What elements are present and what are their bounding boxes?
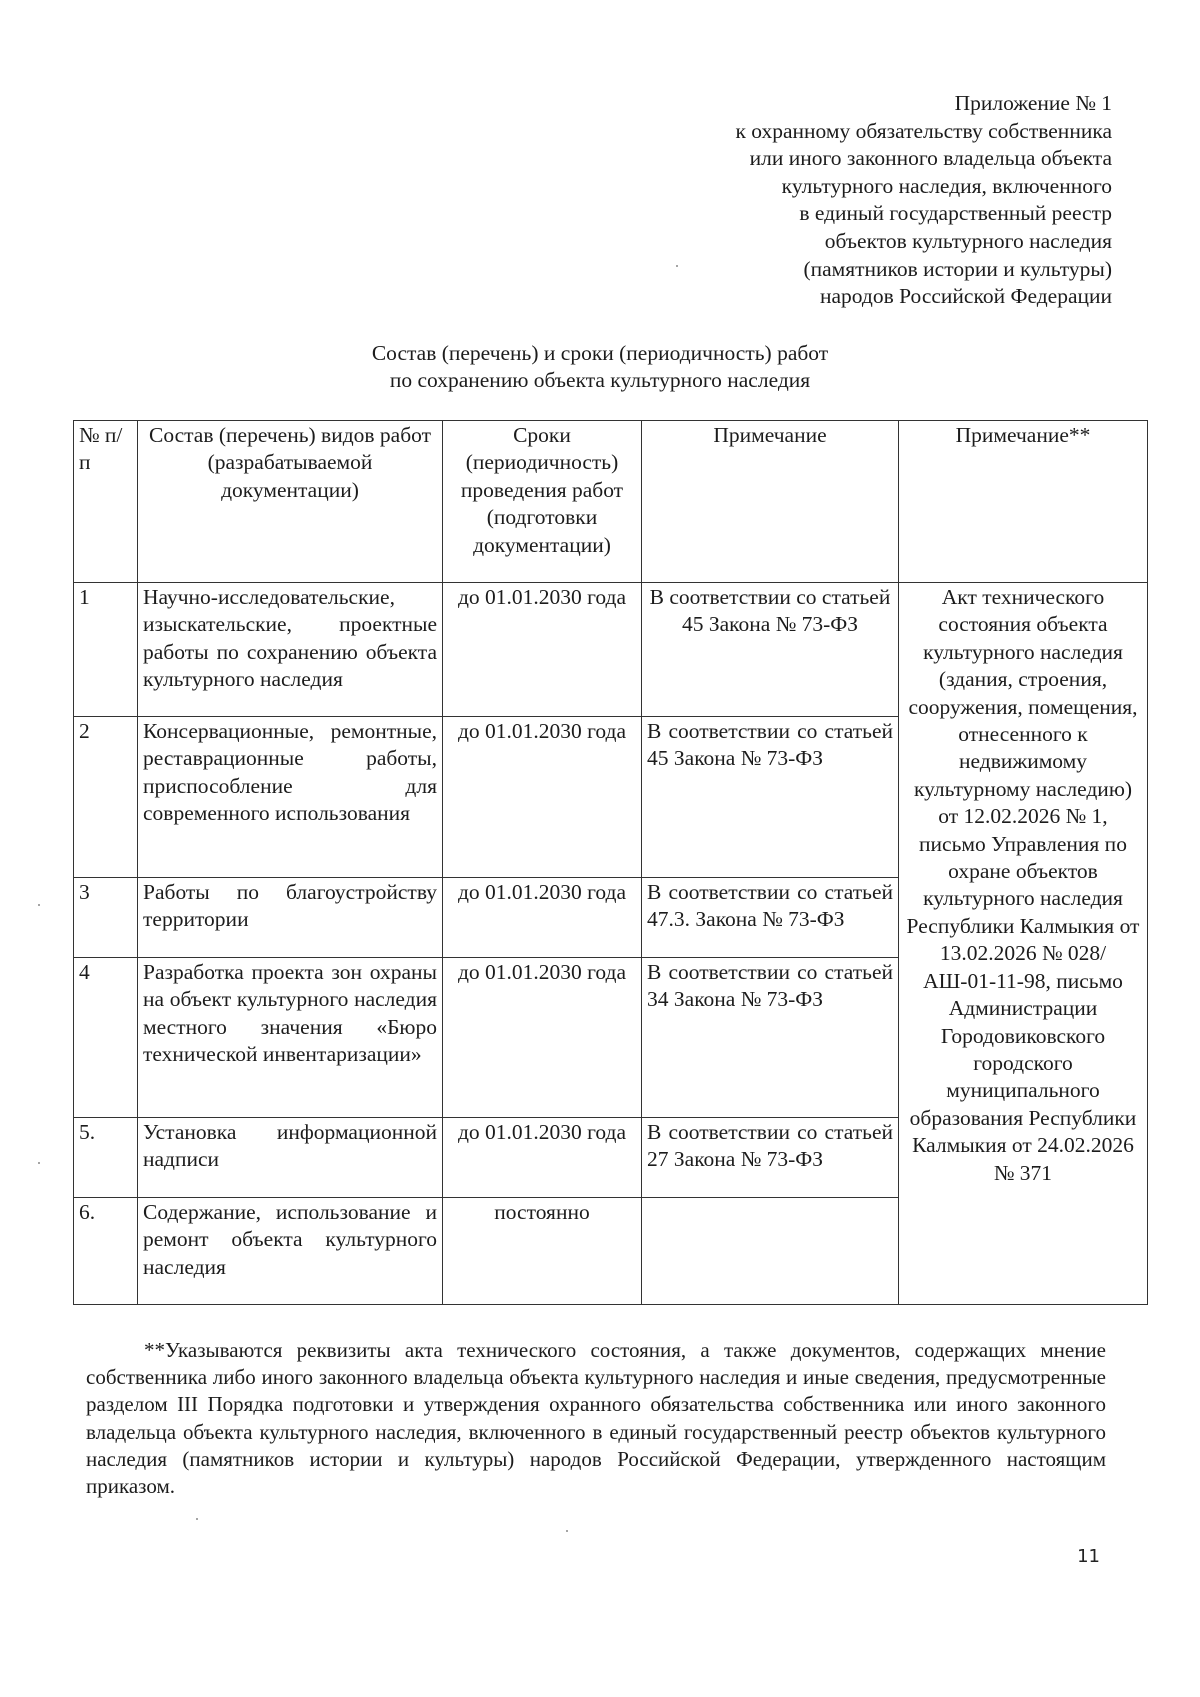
row-composition: Работы по благоустройству территории [138,878,443,958]
document-title [0,340,1200,394]
row-terms: постоянно [443,1198,642,1305]
row-terms: до 01.01.2030 года [443,958,642,1118]
scan-speck [676,265,678,267]
header-note2: Примечание** [899,421,1148,583]
row-num: 6. [74,1198,138,1305]
row-num: 1 [74,583,138,717]
row-num: 2 [74,717,138,878]
works-table [73,420,1148,1305]
row-composition: Научно-исследовательские, изыскательские, проектные работы по сохранению объекта культурного наследия [138,583,443,717]
document-title-line-2: по сохранению объекта культурного наследия [389,368,811,392]
appendix-line: к охранному обязательству собственника [735,118,1112,143]
footnote: **Указываются реквизиты акта технического состояния, а также документов, содержащих мнение собственника либо иного законного владельца объекта культурного наследия и иные сведения, предусмотренные разделом III Порядка подготовки и утверждения охранного обязательства собственника или иного законного владельца объекта культурного наследия, включенного в единый государственный реестр объектов культурного наследия (памятников истории и культуры) народов Российской Федерации, утвержденного настоящим приказом. [86,1338,1106,1499]
row-composition: Содержание, использование и ремонт объекта культурного наследия [138,1198,443,1305]
scan-speck [196,1518,198,1520]
header-terms: Сроки (периодичность) проведения работ (подготовки документации) [443,421,642,583]
header-note: Примечание [642,421,899,583]
page-number: 11 [1077,1546,1100,1567]
row-composition: Разработка проекта зон охраны на объект культурного наследия местного значения «Бюро технической инвентаризации» [138,958,443,1118]
row-num: 4 [74,958,138,1118]
appendix-line: или иного законного владельца объекта [749,146,1112,171]
table-row [74,583,1148,717]
row-terms: до 01.01.2030 года [443,583,642,717]
header-num: № п/п [74,421,138,583]
row-note [642,1198,899,1305]
appendix-line: культурного наследия, включенного [781,173,1112,198]
row-composition: Установка информационной надписи [138,1118,443,1198]
row-note: В соответствии со статьей 45 Закона № 73-ФЗ [642,583,899,717]
scan-speck [566,1530,568,1532]
row-terms: до 01.01.2030 года [443,717,642,878]
merged-note: Акт технического состояния объекта культурного наследия (здания, строения, сооружения, помещения, отнесенного к недвижимому культурному наследию) от 12.02.2026 № 1, письмо Управления по охране объектов культурного наследия Республики Калмыкия от 13.02.2026 № 028/АШ-01-11-98, письмо Администрации Городовиковского городского муниципального образования Республики Калмыкия от 24.02.2026 № 371 [899,583,1148,1305]
header-composition: Состав (перечень) видов работ (разрабатываемой документации) [138,421,443,583]
table-header-row [74,421,1148,583]
row-note: В соответствии со статьей 47.3. Закона № 73-ФЗ [642,878,899,958]
appendix-line: Приложение № 1 [954,91,1112,115]
appendix-line: народов Российской Федерации [819,284,1112,309]
row-note: В соответствии со статьей 45 Закона № 73-ФЗ [642,717,899,878]
row-terms: до 01.01.2030 года [443,1118,642,1198]
scan-speck [38,904,40,906]
document-title-line-1: Состав (перечень) и сроки (периодичность) работ [371,341,829,365]
row-note: В соответствии со статьей 34 Закона № 73-ФЗ [642,958,899,1118]
row-num: 3 [74,878,138,958]
row-terms: до 01.01.2030 года [443,878,642,958]
row-note: В соответствии со статьей 27 Закона № 73-ФЗ [642,1118,899,1198]
appendix-line: объектов культурного наследия [824,228,1112,253]
appendix-line: в единый государственный реестр [799,201,1112,226]
row-composition: Консервационные, ремонтные, реставрационные работы, приспособление для современного использования [138,717,443,878]
appendix-header [552,90,1112,311]
row-num: 5. [74,1118,138,1198]
appendix-line: (памятников истории и культуры) [803,256,1112,281]
scan-speck [38,1162,40,1164]
